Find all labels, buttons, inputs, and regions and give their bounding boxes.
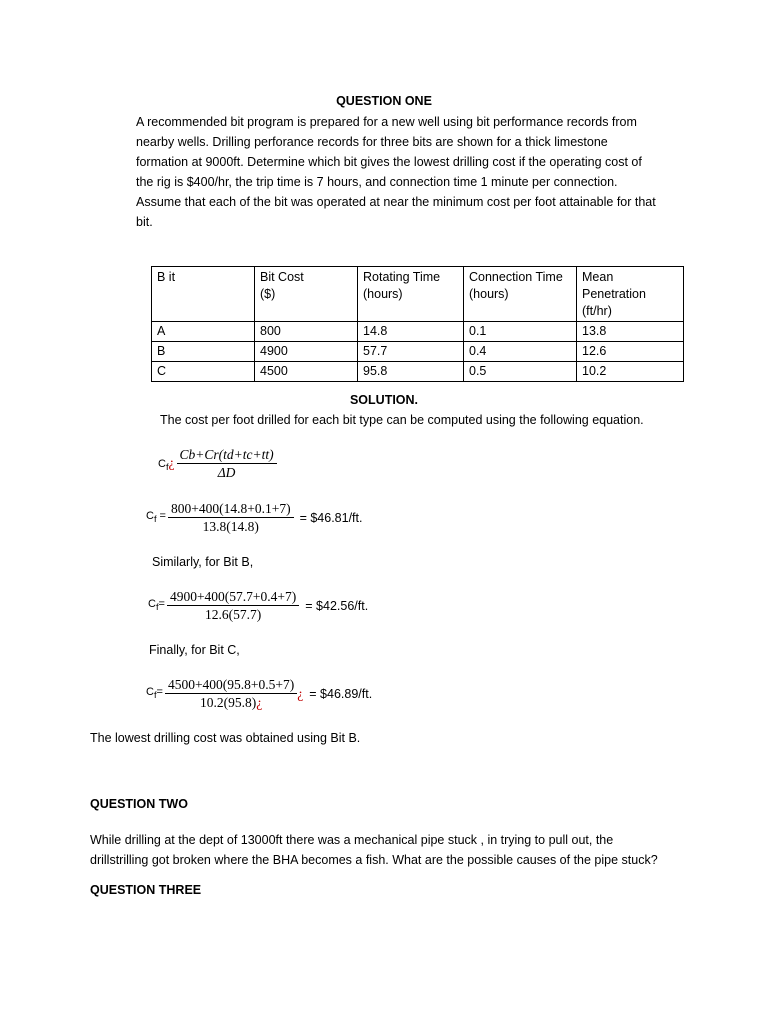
table-cell: 14.8 [358,322,464,342]
text-line: formation at 9000ft. Determine which bit gives the lowest drilling cost if the operating cost of [136,155,642,169]
table-cell: 4500 [255,362,358,382]
equation-denominator: 12.6(57.7) [167,605,299,623]
table-cell: 0.5 [464,362,577,382]
question-three-title: QUESTION THREE [90,883,202,897]
table-row [152,362,684,382]
table-cell: 0.4 [464,342,577,362]
equation-lhs: $C_f=$ [146,686,163,701]
equation-lhs: $C_f=$ [148,598,165,613]
text-line: the rig is $400/hr, the trip time is 7 hours, and connection time 1 minute per connection. [136,175,618,189]
bit-c-equation [146,676,372,711]
text-line: bit. [136,215,153,229]
conclusion-text: The lowest drilling cost was obtained using Bit B. [90,731,361,745]
bit-a-equation [146,500,362,535]
equation-denominator: 10.2(95.8)¿ [165,693,297,711]
equation-denominator: 13.8(14.8) [168,517,294,535]
table-cell: C [152,362,255,382]
equation-numerator: 4900+400(57.7+0.4+7) [169,589,297,604]
equation-fraction [177,446,277,481]
equation-marker: ¿ [297,685,304,701]
equation-numerator: 4500+400(95.8+0.5+7) [167,677,295,692]
equation-numerator: Cb+Cr(td+tc+tt) [179,447,274,462]
table-cell: B [152,342,255,362]
table-cell: 10.2 [577,362,684,382]
table-header-cell: Mean Penetration (ft/hr) [577,267,684,322]
question-one-title: QUESTION ONE [336,94,432,108]
table-cell: 12.6 [577,342,684,362]
equation-result: = $42.56/ft. [305,598,369,613]
equation-result: = $46.89/ft. [309,686,373,701]
table-cell: 800 [255,322,358,342]
equation-numerator: 800+400(14.8+0.1+7) [170,501,291,516]
text-line: drillstrilling got broken where the BHA becomes a fish. What are the possible causes of the pipe stuck? [90,853,658,867]
equation-fraction [165,676,297,711]
question-two-title: QUESTION TWO [90,797,188,811]
similarly-text: Similarly, for Bit B, [152,555,254,569]
bit-b-equation [148,588,368,623]
equation-fraction [167,588,299,623]
table-header-cell: Bit Cost ($) [255,267,358,322]
text-line: nearby wells. Drilling perforance records for three bits are shown for a thick limestone [136,135,608,149]
equation-denominator: ΔD [177,463,277,481]
bit-performance-table [151,266,684,382]
table-cell: 95.8 [358,362,464,382]
finally-text: Finally, for Bit C, [149,643,240,657]
text-line: While drilling at the dept of 13000ft there was a mechanical pipe stuck , in trying to pull out, the [90,833,614,847]
table-header-cell: B it [152,267,255,322]
table-header-row [152,267,684,322]
equation-result: = $46.81/ft. [299,510,363,525]
text-line: A recommended bit program is prepared for a new well using bit performance records from [136,115,637,129]
table-cell: 13.8 [577,322,684,342]
equation-lhs: $C_f¿$ [158,454,175,473]
table-header-cell: Connection Time (hours) [464,267,577,322]
table-cell: 4900 [255,342,358,362]
table-row [152,322,684,342]
table-row [152,342,684,362]
text-line: Assume that each of the bit was operated at near the minimum cost per foot attainable for that [136,195,656,209]
table-cell: A [152,322,255,342]
table-header-cell: Rotating Time (hours) [358,267,464,322]
table-cell: 0.1 [464,322,577,342]
equation-lhs: $C_f$ = [146,510,166,525]
question-two-text [90,830,690,870]
question-one-text [136,112,676,232]
solution-intro: The cost per foot drilled for each bit type can be computed using the following equation. [160,413,644,427]
solution-title: SOLUTION. [349,393,419,407]
general-cost-equation [158,446,277,481]
equation-fraction [168,500,294,535]
table-cell: 57.7 [358,342,464,362]
